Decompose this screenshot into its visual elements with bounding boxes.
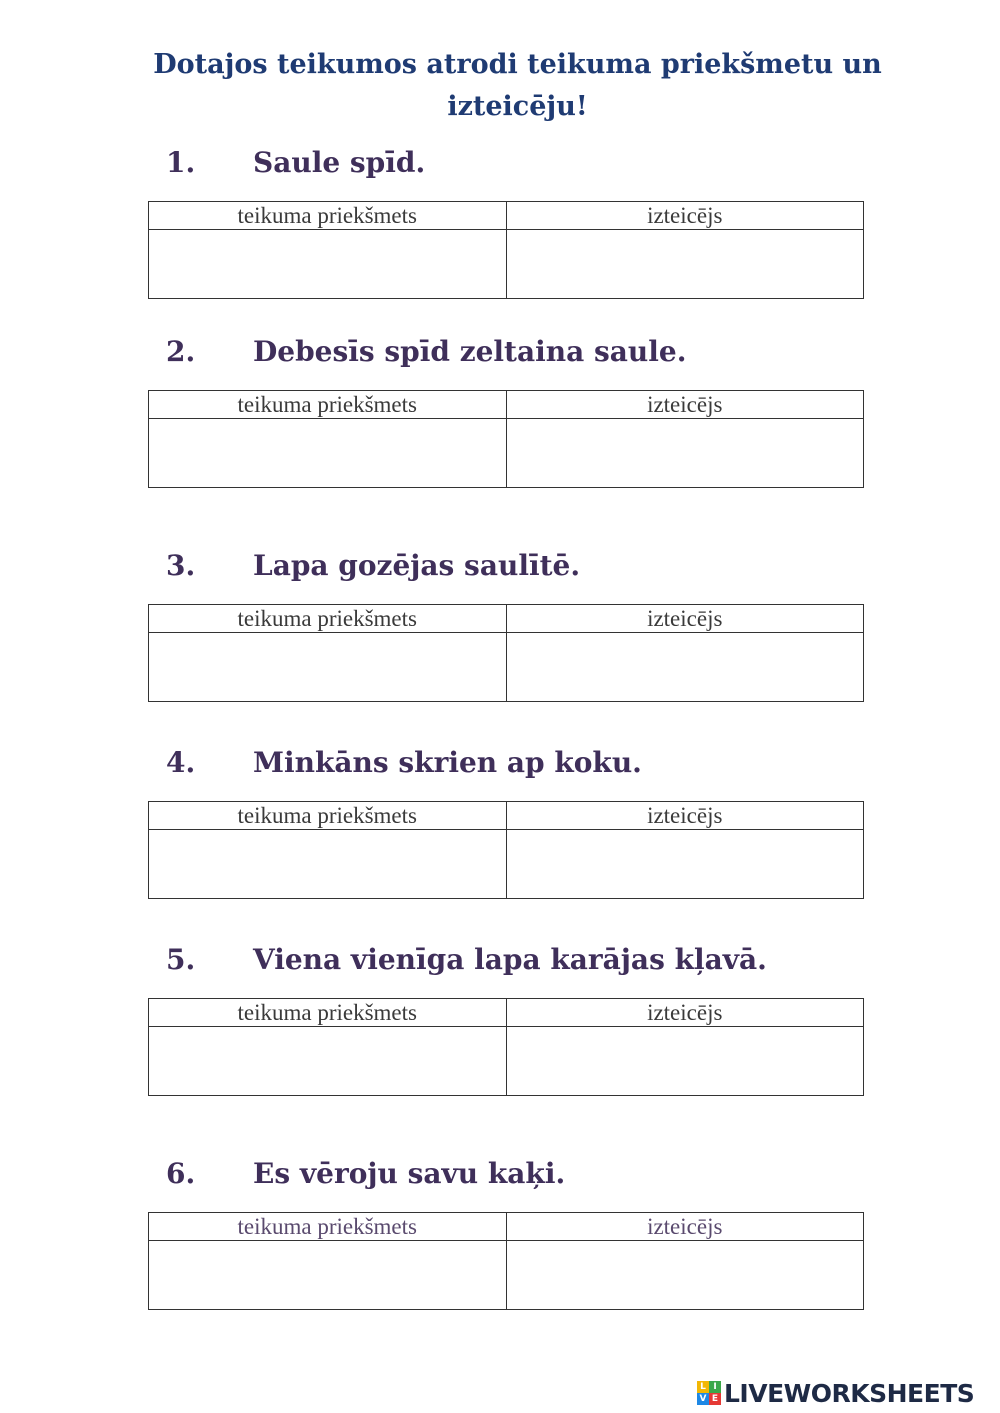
- subject-answer-cell[interactable]: [149, 1241, 507, 1310]
- subject-answer-cell[interactable]: [149, 633, 507, 702]
- predicate-answer-cell[interactable]: [506, 633, 864, 702]
- answer-table: [148, 201, 864, 299]
- predicate-answer-cell[interactable]: [506, 230, 864, 299]
- exercise-number: 2.: [166, 335, 196, 368]
- exercise-number: 3.: [166, 549, 196, 582]
- header-subject: teikuma priekšmets: [149, 999, 507, 1027]
- exercise-sentence: [166, 546, 580, 586]
- header-predicate: izteicējs: [506, 802, 864, 830]
- header-predicate: izteicējs: [506, 1213, 864, 1241]
- header-subject: teikuma priekšmets: [149, 1213, 507, 1241]
- page-title: Dotajos teikumos atrodi teikuma priekšmetu un izteicēju!: [153, 49, 882, 122]
- sentence-text: Lapa gozējas saulītē.: [253, 549, 581, 582]
- liveworksheets-icon: L I V E: [697, 1381, 721, 1405]
- header-predicate: izteicējs: [506, 999, 864, 1027]
- sentence-text: Debesīs spīd zeltaina saule.: [253, 335, 687, 368]
- header-subject: teikuma priekšmets: [149, 391, 507, 419]
- header-predicate: izteicējs: [506, 391, 864, 419]
- sentence-text: Es vēroju savu kaķi.: [253, 1157, 566, 1190]
- answer-table: [148, 390, 864, 488]
- answer-table: [148, 1212, 864, 1310]
- exercise-sentence: [166, 332, 686, 372]
- subject-answer-cell[interactable]: [149, 1027, 507, 1096]
- exercise-number: 6.: [166, 1157, 196, 1190]
- header-subject: teikuma priekšmets: [149, 802, 507, 830]
- exercise-number: 4.: [166, 746, 196, 779]
- answer-table: [148, 801, 864, 899]
- answer-table: [148, 998, 864, 1096]
- exercise-number: 1.: [166, 146, 196, 179]
- sentence-text: Minkāns skrien ap koku.: [253, 746, 642, 779]
- exercise-number: 5.: [166, 943, 196, 976]
- header-subject: teikuma priekšmets: [149, 202, 507, 230]
- exercise-sentence: [166, 143, 425, 183]
- exercise-sentence: [166, 1154, 565, 1194]
- subject-answer-cell[interactable]: [149, 230, 507, 299]
- predicate-answer-cell[interactable]: [506, 1241, 864, 1310]
- predicate-answer-cell[interactable]: [506, 1027, 864, 1096]
- exercise-sentence: [166, 743, 642, 783]
- sentence-text: Saule spīd.: [253, 146, 426, 179]
- header-predicate: izteicējs: [506, 202, 864, 230]
- subject-answer-cell[interactable]: [149, 830, 507, 899]
- liveworksheets-logo[interactable]: [697, 1378, 974, 1408]
- header-subject: teikuma priekšmets: [149, 605, 507, 633]
- exercise-sentence: [166, 940, 767, 980]
- predicate-answer-cell[interactable]: [506, 830, 864, 899]
- answer-table: [148, 604, 864, 702]
- subject-answer-cell[interactable]: [149, 419, 507, 488]
- sentence-text: Viena vienīga lapa karājas kļavā.: [253, 943, 767, 976]
- liveworksheets-brand: LIVEWORKSHEETS: [724, 1378, 975, 1408]
- header-predicate: izteicējs: [506, 605, 864, 633]
- predicate-answer-cell[interactable]: [506, 419, 864, 488]
